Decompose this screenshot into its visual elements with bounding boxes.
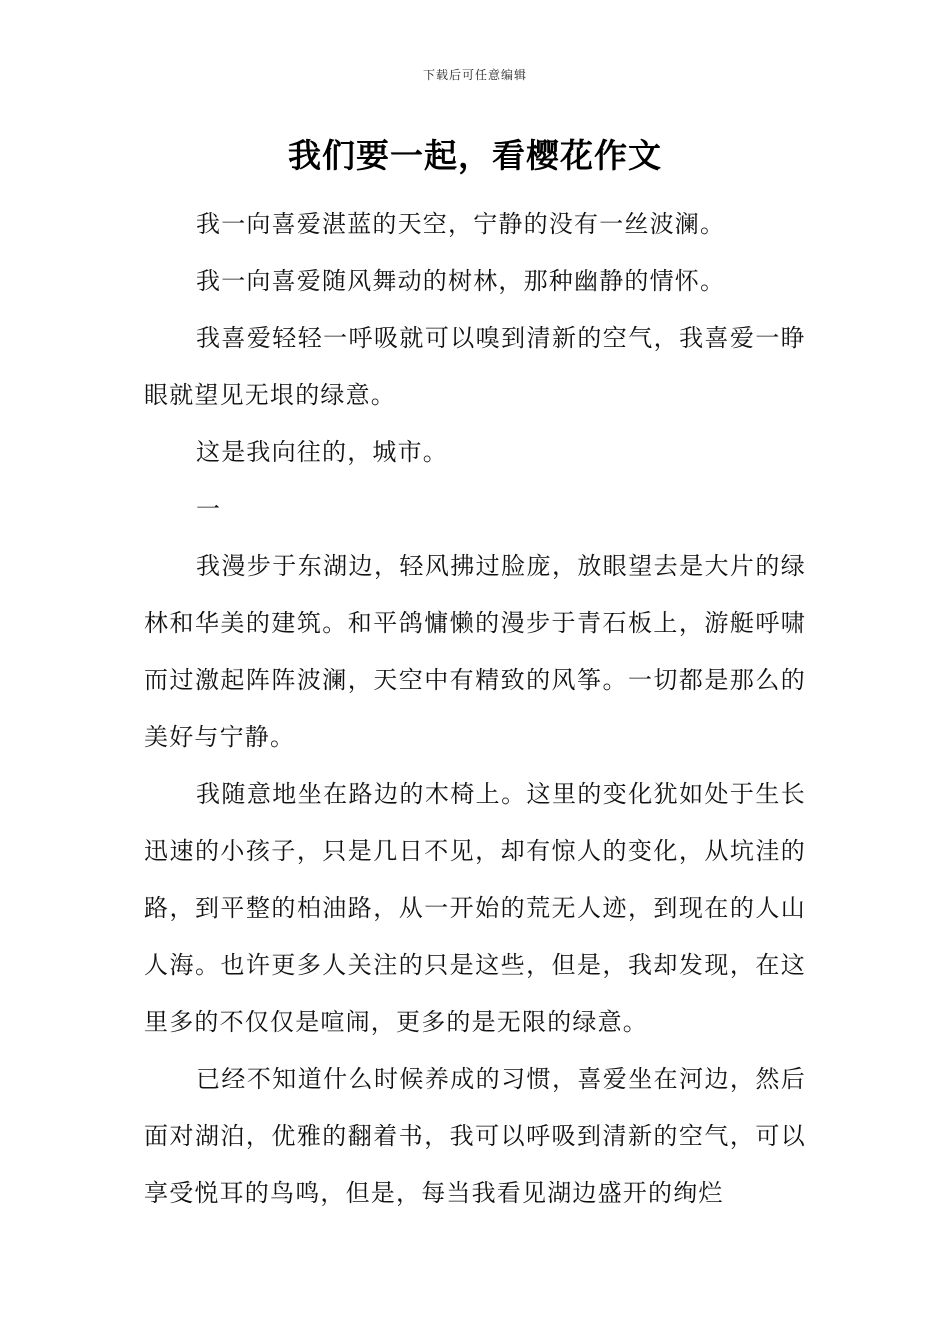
paragraph: 这是我向往的，城市。 bbox=[196, 438, 448, 466]
document-body bbox=[144, 196, 806, 1222]
paragraph: 我随意地坐在路边的木椅上。这里的变化犹如处于生长迅速的小孩子，只是几日不见，却有惊人的变化，从坑洼的路，到平整的柏油路，从一开始的荒无人迹，到现在的人山人海。也许更多人关注的只是这些，但是，我却发现，在这里多的不仅仅是喧闹，更多的是无限的绿意。 bbox=[144, 780, 806, 1036]
paragraph: 我一向喜爱湛蓝的天空，宁静的没有一丝波澜。 bbox=[196, 210, 726, 238]
paragraph: 我一向喜爱随风舞动的树林，那种幽静的情怀。 bbox=[196, 267, 726, 295]
paragraph: 我漫步于东湖边，轻风拂过脸庞，放眼望去是大片的绿林和华美的建筑。和平鸽慵懒的漫步于青石板上，游艇呼啸而过激起阵阵波澜，天空中有精致的风筝。一切都是那么的美好与宁静。 bbox=[144, 552, 806, 751]
document-title: 我们要一起，看樱花作文 bbox=[288, 136, 662, 175]
paragraph: 已经不知道什么时候养成的习惯，喜爱坐在河边，然后面对湖泊，优雅的翻着书，我可以呼吸到清新的空气，可以享受悦耳的鸟鸣，但是，每当我看见湖边盛开的绚烂 bbox=[144, 1065, 806, 1207]
section-marker: 一 bbox=[196, 495, 222, 523]
header-note: 下载后可任意编辑 bbox=[422, 68, 527, 82]
paragraph: 我喜爱轻轻一呼吸就可以嗅到清新的空气，我喜爱一睁眼就望见无垠的绿意。 bbox=[144, 324, 806, 409]
